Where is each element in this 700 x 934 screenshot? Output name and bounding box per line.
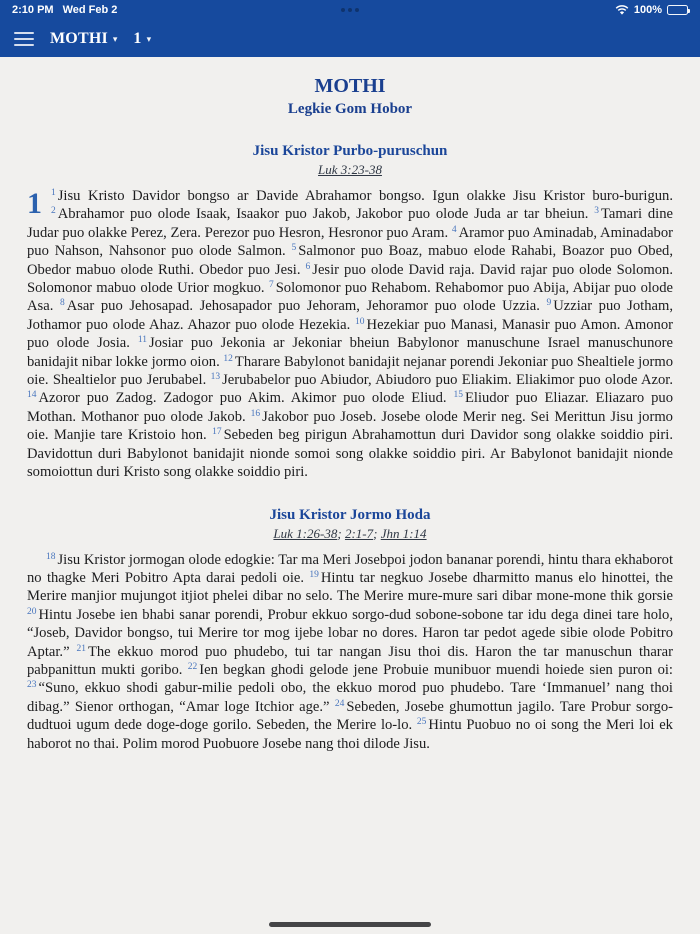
verse-number: 8: [59, 298, 65, 309]
verse-number: 21: [76, 643, 86, 654]
verse-text[interactable]: Tharare Babylonot banidajit nejanar porendi Jekoniar puo Shealtiele jormo oie. Shealtielor puo Jerubabel.: [27, 353, 673, 389]
section-heading: Jisu Kristor Purbo-puruschun: [252, 143, 448, 159]
reference-link[interactable]: 2:1-7: [344, 525, 374, 541]
status-date: Wed Feb 2: [62, 4, 118, 16]
verse-text[interactable]: Azoror puo Zadog. Zadogor puo Akim. Akimor puo olode Eliud.: [38, 390, 454, 407]
verse-text[interactable]: Salmonor puo Boaz, mabuo elode Rahabi, Boazor puo Obed, Obedor mabuo olode Ruthi. Obedor puo Jesi.: [27, 243, 673, 278]
hamburger-icon[interactable]: [14, 32, 34, 46]
verse-text[interactable]: Hintu Josebe ien bhabi sanar porendi, Probur ekkuo sorgo-dud sobone-sobone tar idu dega dinei tare holo, “Joseb, Davidor bongso, tui Merire tor mog ijebe lobar no dores. Haron tar pedot agede sibie olode Pobitro Aptar.”: [27, 606, 673, 660]
verse-text[interactable]: “Suno, ekkuo shodi gabur-milie pedoli obo, the ekkuo morod puo phudebo. Tare ‘Immanuel’ nang thoi dibag.” Sienor orthogan, “Amar loge Itchior age.”: [27, 680, 673, 715]
verse-number: 9: [546, 298, 552, 309]
verse-text[interactable]: Hezekiar puo Manasi, Manasir puo Amon. Amonor puo olode Josia.: [27, 316, 673, 352]
home-indicator[interactable]: [269, 922, 431, 927]
verse-number: 4: [451, 224, 457, 235]
verse-number: 24: [334, 698, 345, 709]
multitask-dots-icon: [341, 8, 359, 12]
verse-text[interactable]: Sebeden beg pirigun Abrahamottun duri Davidor song olakke soiddio piri. Davidottun duri Babylonot banidajit nionde somoi song olakke soiddio piri. Ar Babylonot banidajit nionde somoiottun duri Kristo song olakke soiddio piri.: [27, 427, 673, 481]
reference-link[interactable]: Luk 1:26-38: [273, 525, 338, 541]
reference-link[interactable]: Jhn 1:14: [380, 525, 427, 541]
verse-number: 13: [210, 372, 221, 383]
verse-text[interactable]: Aramor puo Aminadab, Aminadabor puo Nahson, Nahsonor puo olode Salmon.: [27, 224, 673, 260]
verse-number: 12: [223, 353, 233, 364]
verse-text[interactable]: Sebeden, Josebe ghumottun jagilo. Tare Probur sorgo-dudtuoi ugum dede doge-doge gorilo. Sebeden, the Merire lo-lo.: [27, 698, 673, 734]
verse-number: 7: [268, 280, 274, 291]
verse-number: 15: [453, 390, 463, 401]
verse-number: 16: [250, 408, 261, 419]
verse-number: 3: [594, 206, 599, 217]
verse-number: 17: [212, 427, 222, 438]
reader-content: [0, 57, 700, 753]
verse-number: 1: [51, 188, 56, 198]
verse-text[interactable]: Solomonor puo Rehabom. Rehabomor puo Abija, Abijar puo olode Asa.: [27, 280, 673, 315]
verse-text[interactable]: Josiar puo Jekonia ar Jekoniar bheiun Babylonor manuschune Israel manuschunore banidajit nibar lokke jormo oion.: [27, 335, 673, 370]
verse-text[interactable]: Jakobor puo Joseb. Josebe olode Merir neg. Sei Merittun Jisu jormo oie. Manjie tare Kristoio hon.: [27, 408, 673, 444]
book-selector[interactable]: [50, 30, 117, 48]
verse-text[interactable]: Uzziar puo Jotham, Jothamor puo olode Ahaz. Ahazor puo olode Hezekia.: [27, 298, 673, 333]
verse-text[interactable]: Asar puo Jehosapad. Jehosapador puo Jehoram, Jehoramor puo olode Uzzia.: [66, 298, 547, 315]
verse-number: 5: [291, 243, 297, 254]
verse-text[interactable]: Abrahamor puo olode Isaak, Isaakor puo Jakob, Jakobor puo olode Juda ar tar bheiun.: [57, 206, 595, 223]
verse-text[interactable]: Hintu Puobuo no oi song the Meri loi ek haborot no thai. Polim morod Puobuore Josebe nang thoi dilode Jisu.: [27, 717, 673, 752]
verse-number: 19: [309, 569, 319, 580]
verse-number: 2: [51, 206, 56, 217]
sections: [27, 143, 673, 753]
chapter-selector-label: 1: [133, 29, 142, 47]
nav-bar: [0, 20, 700, 57]
verse-text[interactable]: The ekkuo morod puo phudebo, tui tar nangan Jisu thoi dis. Haron the tar manuschun tharar pabpanittun mukti goribo.: [27, 643, 673, 678]
verse-number: 25: [416, 717, 427, 728]
chevron-down-icon: ▾: [112, 34, 118, 45]
wifi-icon: [615, 5, 629, 16]
section-references: Luk 1:26-38; 2:1-7; Jhn 1:14: [273, 525, 427, 541]
verse-paragraph: [27, 187, 673, 482]
battery-full-icon: [667, 5, 688, 15]
verse-text[interactable]: Jisu Kristo Davidor bongso ar Davide Abrahamor bongso. Igun olakke Jisu Kristor buro-burigun.: [57, 188, 673, 204]
verse-number: 10: [355, 316, 365, 327]
verse-number: 20: [27, 606, 37, 617]
verse-number: 6: [305, 261, 311, 272]
battery-percent: 100%: [633, 4, 662, 16]
chapter-number: 1: [27, 187, 42, 220]
verse-number: 14: [27, 390, 37, 401]
page-title: MOTHI: [314, 75, 386, 97]
verse-text[interactable]: Ien begkan ghodi gelode jene Probuie munibuor muendi hoiede sien puron oi:: [199, 661, 673, 678]
scripture-section: [27, 507, 673, 753]
verse-number: 11: [137, 335, 147, 346]
verse-text[interactable]: Jisu Kristor jormogan olode edogkie: Tar ma Meri Josebpoi jodon bananar porendi, hintu thara ekhaborot no thagke Meri Pobitro Apta darai pedoli oie.: [27, 551, 673, 586]
verse-text[interactable]: Eliudor puo Eliazar. Eliazaro puo Mothan. Mothanor puo olode Jakob.: [27, 390, 673, 425]
verse-text[interactable]: Hintu tar negkuo Josebe dharmitto manus elo hinottei, the Merire manjior mujungot itjiot phelei dibar no selo. The Merire mure-mure sari dibar mone-mone thik gorsie: [27, 569, 673, 605]
chapter-selector[interactable]: [133, 30, 151, 48]
verse-text[interactable]: Jerubabelor puo Abiudor, Abiudoro puo Eliakim. Eliakimor puo olode Azor.: [222, 372, 673, 389]
chevron-down-icon: ▾: [146, 34, 152, 45]
reference-link[interactable]: Luk 3:23-38: [318, 162, 382, 177]
verse-number: 23: [27, 680, 37, 691]
section-references: [27, 162, 673, 178]
book-selector-label: MOTHI: [50, 29, 108, 47]
verse-text[interactable]: Tamari dine Judar puo olakke Perez, Zera. Perezor puo Hesron, Hesronor puo Aram.: [27, 206, 674, 241]
scripture-section: [27, 143, 673, 482]
verse-paragraph: [27, 551, 673, 753]
verse-text[interactable]: Jesir puo olode David raja. David rajar puo olode Solomon. Solomonor mabuo olode Urior mogkuo.: [27, 261, 673, 297]
page-subtitle: Legkie Gom Hobor: [287, 101, 413, 117]
verse-number: 18: [46, 551, 56, 562]
section-heading: Jisu Kristor Jormo Hoda: [269, 506, 431, 523]
verse-number: 22: [187, 661, 198, 672]
status-time: 2:10 PM: [12, 4, 54, 16]
status-bar: [0, 0, 700, 20]
